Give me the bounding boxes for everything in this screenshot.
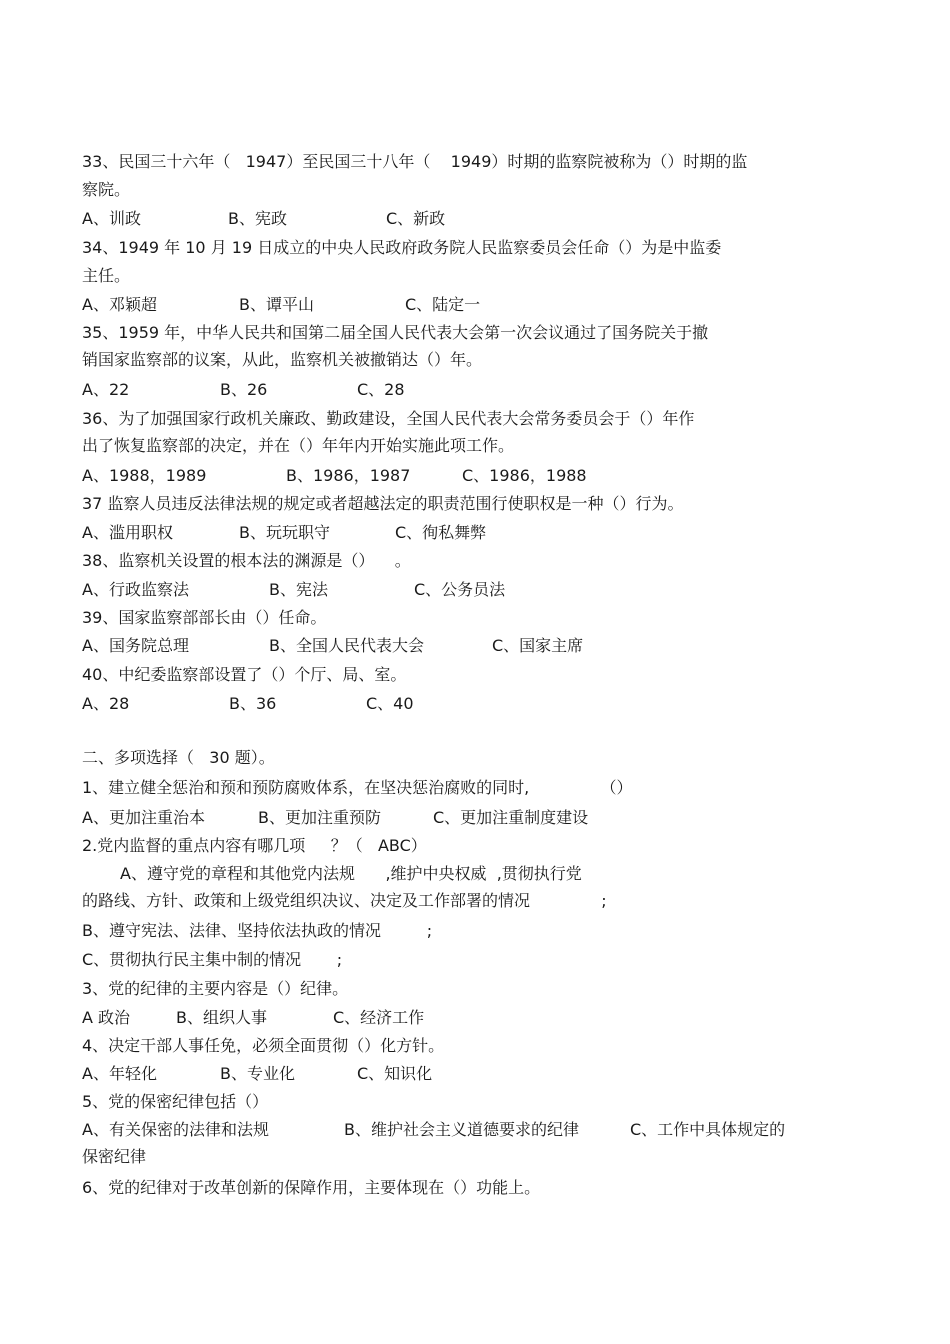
q39-option-a: A、国务院总理 xyxy=(82,636,189,655)
m3-option-b: B、组织人事 xyxy=(176,1008,267,1027)
q33-option-c: C、新政 xyxy=(386,209,446,228)
q34-line-1: 34、1949 年 10 月 19 日成立的中央人民政府政务院人民监察委员会任命（）为是中监委 xyxy=(82,238,722,257)
q36-option-a: A、1988，1989 xyxy=(82,466,207,485)
m4-option-c: C、知识化 xyxy=(357,1064,433,1083)
q35-option-a: A、22 xyxy=(82,380,130,399)
m4-option-b: B、专业化 xyxy=(220,1064,295,1083)
q40-line-1: 40、中纪委监察部设置了（）个厅、局、室。 xyxy=(82,665,407,684)
m1-option-c: C、更加注重制度建设 xyxy=(433,808,589,827)
m1-option-b: B、更加注重预防 xyxy=(258,808,381,827)
q33-option-b: B、宪政 xyxy=(228,209,287,228)
q35-line-1: 35、1959 年，中华人民共和国第二届全国人民代表大会第一次会议通过了国务院关于撤 xyxy=(82,323,709,342)
m2-line-5: C、贯彻执行民主集中制的情况 ; xyxy=(82,950,343,969)
m2-line-2: A、遵守党的章程和其他党内法规 ,维护中央权威 ,贯彻执行党 xyxy=(120,864,582,883)
q34-option-a: A、邓颖超 xyxy=(82,295,157,314)
q34-line-2: 主任。 xyxy=(82,266,131,285)
q40-option-b: B、36 xyxy=(229,694,277,713)
q35-line-2: 销国家监察部的议案，从此，监察机关被撤销达（）年。 xyxy=(82,350,483,369)
q39-line-1: 39、国家监察部部长由（）任命。 xyxy=(82,608,327,627)
m3-option-c: C、经济工作 xyxy=(333,1008,425,1027)
q38-line-1: 38、监察机关设置的根本法的渊源是（） 。 xyxy=(82,551,411,570)
q40-option-a: A、28 xyxy=(82,694,130,713)
m1-option-a: A、更加注重治本 xyxy=(82,808,205,827)
q33-line-1: 33、民国三十六年（ 1947）至民国三十八年（ 1949）时期的监察院被称为（）时期的监 xyxy=(82,152,748,171)
q38-option-a: A、行政监察法 xyxy=(82,580,189,599)
q38-option-c: C、公务员法 xyxy=(414,580,506,599)
m3-option-a: A 政治 xyxy=(82,1008,131,1027)
m3-line-1: 3、党的纪律的主要内容是（）纪律。 xyxy=(82,979,349,998)
q36-option-c: C、1986，1988 xyxy=(462,466,587,485)
q35-option-c: C、28 xyxy=(357,380,405,399)
q36-line-1: 36、为了加强国家行政机关廉政、勤政建设，全国人民代表大会常务委员会于（）年作 xyxy=(82,409,695,428)
q34-option-c: C、陆定一 xyxy=(405,295,481,314)
q37-line-1: 37 监察人员违反法律法规的规定或者超越法定的职责范围行使职权是一种（）行为。 xyxy=(82,494,684,513)
m4-option-a: A、年轻化 xyxy=(82,1064,157,1083)
m2-line-4: B、遵守宪法、法律、坚持依法执政的情况 ; xyxy=(82,921,433,940)
q36-line-2: 出了恢复监察部的决定，并在（）年年内开始实施此项工作。 xyxy=(82,436,515,455)
m5-option-b: B、维护社会主义道德要求的纪律 xyxy=(344,1120,579,1139)
q39-option-b: B、全国人民代表大会 xyxy=(269,636,424,655)
m1-line-1: 1、建立健全惩治和预和预防腐败体系，在坚决惩治腐败的同时, （） xyxy=(82,778,633,797)
m6-line-1: 6、党的纪律对于改革创新的保障作用，主要体现在（）功能上。 xyxy=(82,1178,541,1197)
q39-option-c: C、国家主席 xyxy=(492,636,584,655)
m2-line-1: 2.党内监督的重点内容有哪几项 ？（ ABC） xyxy=(82,836,427,855)
q35-option-b: B、26 xyxy=(220,380,268,399)
m5-line-2: 保密纪律 xyxy=(82,1147,147,1166)
q33-line-2: 察院。 xyxy=(82,180,131,199)
q40-option-c: C、40 xyxy=(366,694,414,713)
m5-option-a: A、有关保密的法律和法规 xyxy=(82,1120,269,1139)
q37-option-a: A、滥用职权 xyxy=(82,523,173,542)
m5-line-1: 5、党的保密纪律包括（） xyxy=(82,1092,269,1111)
q37-option-b: B、玩玩职守 xyxy=(239,523,330,542)
q33-option-a: A、训政 xyxy=(82,209,141,228)
q37-option-c: C、徇私舞弊 xyxy=(395,523,487,542)
m4-line-1: 4、决定干部人事任免，必须全面贯彻（）化方针。 xyxy=(82,1036,445,1055)
section-2-heading: 二、多项选择（ 30 题）。 xyxy=(82,748,275,767)
q36-option-b: B、1986，1987 xyxy=(286,466,411,485)
m2-line-3: 的路线、方针、政策和上级党组织决议、决定及工作部署的情况 ; xyxy=(82,891,607,910)
q34-option-b: B、谭平山 xyxy=(239,295,314,314)
q38-option-b: B、宪法 xyxy=(269,580,328,599)
m5-option-c: C、工作中具体规定的 xyxy=(630,1120,786,1139)
